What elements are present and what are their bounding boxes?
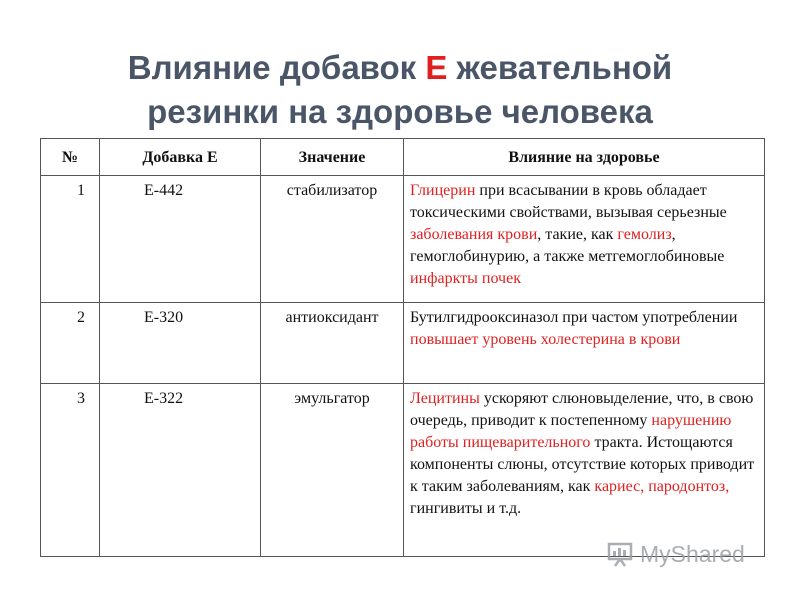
title-line-1 <box>0 46 800 90</box>
row-role: стабилизатор <box>261 176 404 303</box>
row-role: антиоксидант <box>261 303 404 384</box>
slide-title <box>0 46 800 134</box>
table-row <box>41 176 765 303</box>
watermark-text: MyShared <box>640 540 745 567</box>
highlighted-text: гемолиз <box>617 226 672 243</box>
highlighted-text: нарушению работы пищеварительного <box>410 412 732 451</box>
row-additive-code: Е-442 <box>100 176 261 303</box>
header-number: № <box>41 139 100 176</box>
presentation-board-icon <box>606 540 634 568</box>
highlighted-text: повышает уровень холестерина в крови <box>410 331 681 348</box>
effect-text: ускоряют слюновыделение, что, в свою очередь, приводит к постепенному <box>410 390 754 429</box>
row-health-effect <box>404 176 765 303</box>
header-health-effect: Влияние на здоровье <box>404 139 765 176</box>
row-number: 2 <box>41 303 100 384</box>
table-row <box>41 303 765 384</box>
row-additive-code: Е-322 <box>100 384 261 557</box>
title-accent-letter: Е <box>425 49 448 86</box>
row-additive-code: Е-320 <box>100 303 261 384</box>
table-header-row <box>41 139 765 176</box>
additives-table <box>40 138 765 557</box>
effect-text: Бутилгидрооксиназол при частом употреблении <box>410 309 738 326</box>
row-health-effect <box>404 384 765 557</box>
effect-text: гингивиты и т.д. <box>410 500 522 517</box>
effect-text: при всасывании в кровь обладает токсическими свойствами, вызывая серьезные <box>410 182 727 221</box>
title-line-2: резинки на здоровье человека <box>147 93 653 130</box>
row-health-effect <box>404 303 765 384</box>
highlighted-text: Глицерин <box>410 182 476 199</box>
effect-text: , такие, как <box>537 226 618 243</box>
row-number: 1 <box>41 176 100 303</box>
row-role: эмульгатор <box>261 384 404 557</box>
highlighted-text: инфаркты почек <box>410 270 521 287</box>
header-meaning: Значение <box>261 139 404 176</box>
table-row <box>41 384 765 557</box>
myshared-watermark <box>606 536 766 572</box>
highlighted-text: Лецитины <box>410 390 480 407</box>
title-part-2: жевательной <box>447 49 673 86</box>
effect-text: тракта. Истощаются компоненты слюны, отсутствие которых приводит к таким заболеваниям, как <box>410 434 755 495</box>
header-additive: Добавка Е <box>100 139 261 176</box>
highlighted-text: заболевания крови <box>410 226 538 243</box>
row-number: 3 <box>41 384 100 557</box>
title-part-1: Влияние добавок <box>127 49 426 86</box>
highlighted-text: кариес, пародонтоз, <box>594 478 730 495</box>
effect-text: , гемоглобинурию, а также метгемоглобиновые <box>410 226 725 265</box>
